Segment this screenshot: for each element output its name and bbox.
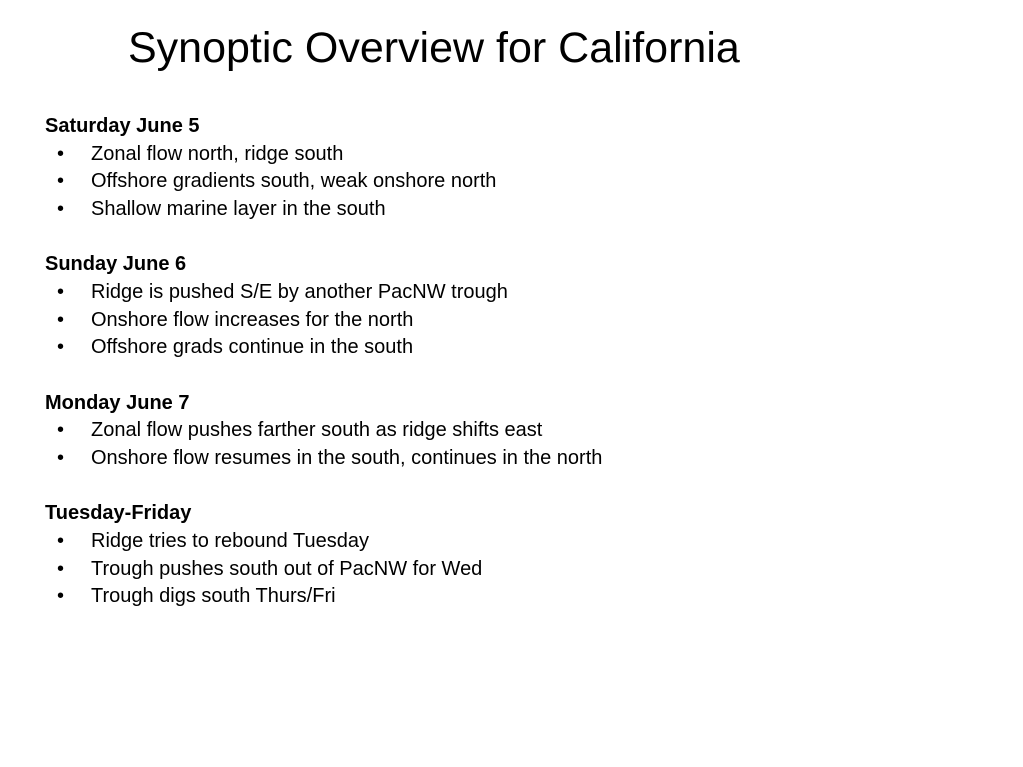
bullet-item [45, 168, 1005, 196]
bullet-icon: • [57, 170, 65, 193]
bullet-icon: • [57, 281, 65, 304]
bullet-item [45, 334, 1005, 362]
bullet-text: Zonal flow north, ridge south [91, 142, 344, 165]
bullet-icon: • [57, 585, 65, 608]
slide-content [45, 113, 1005, 639]
section-saturday [45, 113, 1005, 224]
bullet-text: Trough digs south Thurs/Fri [91, 585, 336, 608]
bullet-text: Onshore flow increases for the north [91, 308, 414, 331]
bullet-icon: • [57, 336, 65, 359]
bullet-icon: • [57, 447, 65, 470]
slide-title: Synoptic Overview for California [128, 24, 740, 72]
bullet-list [45, 528, 1005, 611]
bullet-text: Ridge tries to rebound Tuesday [91, 529, 369, 552]
bullet-item [45, 528, 1005, 556]
bullet-text: Trough pushes south out of PacNW for Wed [91, 557, 483, 580]
section-tuesday-friday [45, 500, 1005, 611]
bullet-text: Offshore gradients south, weak onshore north [91, 170, 497, 193]
bullet-text: Shallow marine layer in the south [91, 198, 386, 221]
bullet-icon: • [57, 308, 65, 331]
bullet-icon: • [57, 529, 65, 552]
bullet-text: Ridge is pushed S/E by another PacNW trough [91, 281, 508, 304]
section-heading: Saturday June 5 [45, 115, 200, 137]
bullet-text: Offshore grads continue in the south [91, 336, 414, 359]
section-heading: Tuesday-Friday [45, 502, 192, 525]
bullet-list [45, 279, 1005, 362]
section-heading: Sunday June 6 [45, 253, 187, 276]
bullet-text: Zonal flow pushes farther south as ridge shifts east [91, 419, 543, 442]
bullet-list [45, 141, 1005, 224]
section-monday [45, 390, 1005, 473]
bullet-icon: • [57, 419, 65, 442]
bullet-item [45, 556, 1005, 584]
bullet-item [45, 583, 1005, 611]
bullet-item [45, 196, 1005, 224]
bullet-item [45, 279, 1005, 307]
section-sunday [45, 251, 1005, 362]
section-heading: Monday June 7 [45, 391, 190, 414]
bullet-item [45, 417, 1005, 445]
bullet-icon: • [57, 557, 65, 580]
bullet-text: Onshore flow resumes in the south, continues in the north [91, 447, 603, 470]
bullet-list [45, 417, 1005, 472]
bullet-icon: • [57, 198, 65, 221]
bullet-icon: • [57, 142, 65, 165]
bullet-item [45, 141, 1005, 169]
bullet-item [45, 307, 1005, 335]
bullet-item [45, 445, 1005, 473]
